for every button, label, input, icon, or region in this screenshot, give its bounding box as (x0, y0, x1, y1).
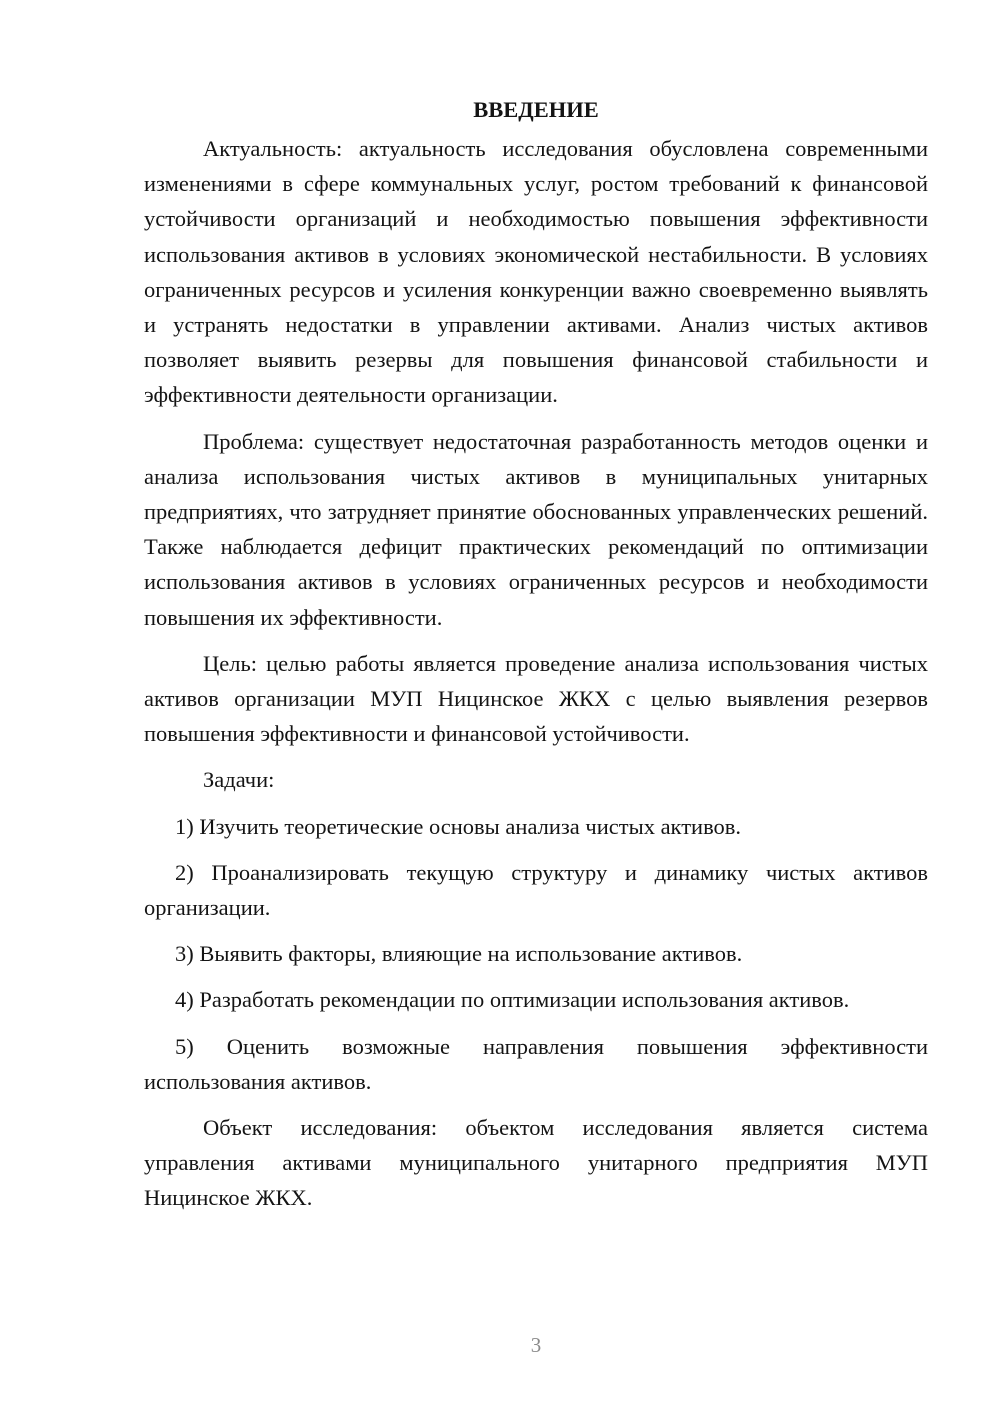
paragraph-relevance: Актуальность: актуальность исследования обусловлена современными изменениями в сфере коммунальных услуг, ростом требований к финансовой устойчивости организаций и необходимостью повышения эффективности использования активов в условиях экономической нестабильности. В условиях ограниченных ресурсов и усиления конкуренции важно своевременно выявлять и устранять недостатки в управлении активами. Анализ чистых активов позволяет выявить резервы для повышения финансовой стабильности и эффективности деятельности организации. (144, 136, 928, 408)
task-item-3: 3) Выявить факторы, влияющие на использование активов. (175, 941, 743, 967)
paragraph-object: Объект исследования: объектом исследования является система управления активами муниципального унитарного предприятия МУП Ницинское ЖКХ. (144, 1115, 928, 1211)
tasks-heading: Задачи: (203, 767, 275, 793)
task-item-1: 1) Изучить теоретические основы анализа чистых активов. (175, 813, 742, 839)
task-item-2: 2) Проанализировать текущую структуру и динамику чистых активов организации. (144, 859, 928, 921)
task-item-4: 4) Разработать рекомендации по оптимизации использования активов. (175, 987, 850, 1013)
paragraph-problem: Проблема: существует недостаточная разработанность методов оценки и анализа использования чистых активов в муниципальных унитарных предприятиях, что затрудняет принятие обоснованных управленческих решений. Также наблюдается дефицит практических рекомендаций по оптимизации использования активов в условиях ограниченных ресурсов и необходимости повышения их эффективности. (144, 428, 928, 630)
task-item-5: 5) Оценить возможные направления повышения эффективности использования активов. (144, 1033, 928, 1094)
page-number: 3 (530, 1333, 542, 1357)
section-title: ВВЕДЕНИЕ (473, 97, 599, 122)
paragraph-goal: Цель: целью работы является проведение анализа использования чистых активов организации МУП Ницинское ЖКХ с целью выявления резервов повышения эффективности и финансовой устойчивости. (144, 650, 928, 747)
document-page (144, 92, 928, 1227)
